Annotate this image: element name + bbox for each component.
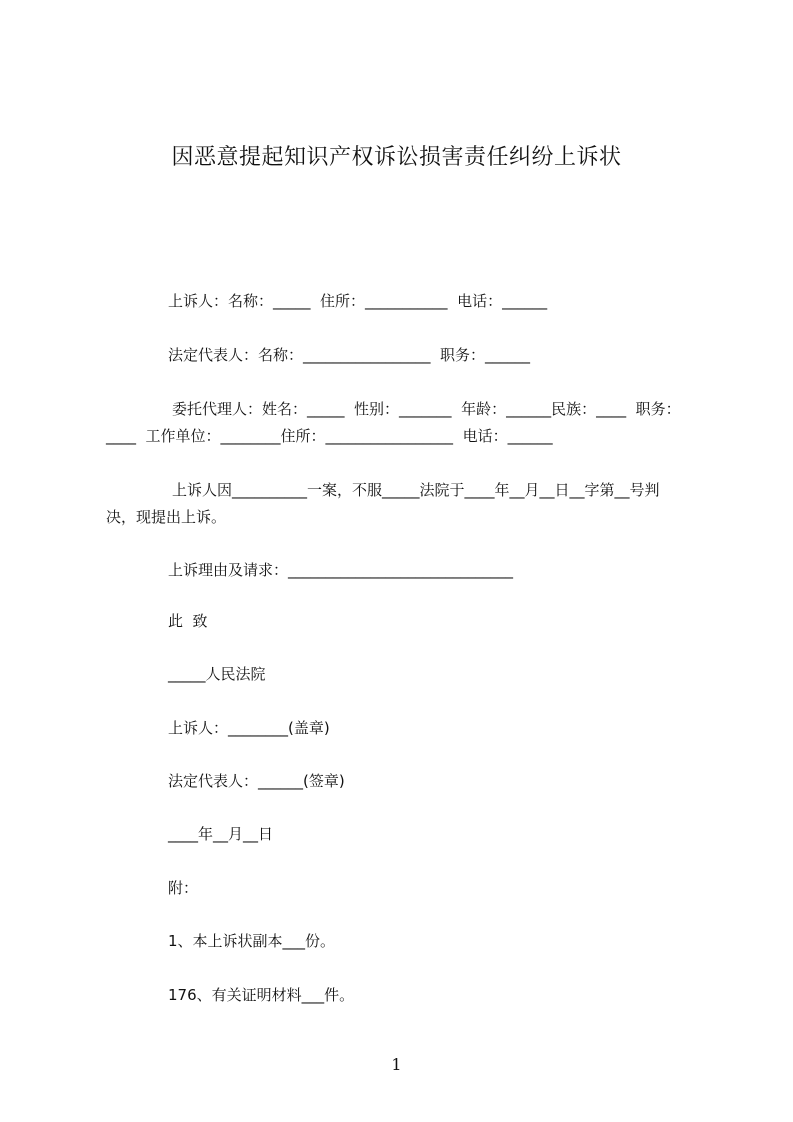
attachment-item-2: 176、有关证明材料___件。 [168,986,355,1004]
date-line: ____年__月__日 [168,825,274,843]
legal-rep-line: 法定代表人：名称：_________________ 职务：______ [168,346,531,364]
document-title: 因恶意提起知识产权诉讼损害责任纠纷上诉状 [171,145,622,170]
page-number: 1 [391,1055,402,1074]
reasons-line: 上诉理由及请求：______________________________ [168,561,514,579]
agent-line-1: 委托代理人：姓名：_____ 性别：_______ 年龄：______民族：____ 职务： [172,400,681,418]
attachments-label: 附： [168,879,199,897]
sign-appellant-line: 上诉人：________(盖章) [168,719,330,737]
appellant-line: 上诉人：名称：_____ 住所：___________ 电话：______ [168,292,548,310]
case-line-1: 上诉人因__________一案，不服_____法院于____年__月__日__字第__号判 [172,481,660,499]
attachment-item-1: 1、本上诉状副本___份。 [168,932,336,950]
sign-legal-rep-line: 法定代表人：______(签章) [168,772,345,790]
court-line: _____人民法院 [168,665,266,683]
case-line-2: 决，现提出上诉。 [106,508,227,526]
salutation: 此 致 [168,612,208,630]
agent-line-2: ____ 工作单位：________住所：_________________ 电话：______ [106,427,553,445]
